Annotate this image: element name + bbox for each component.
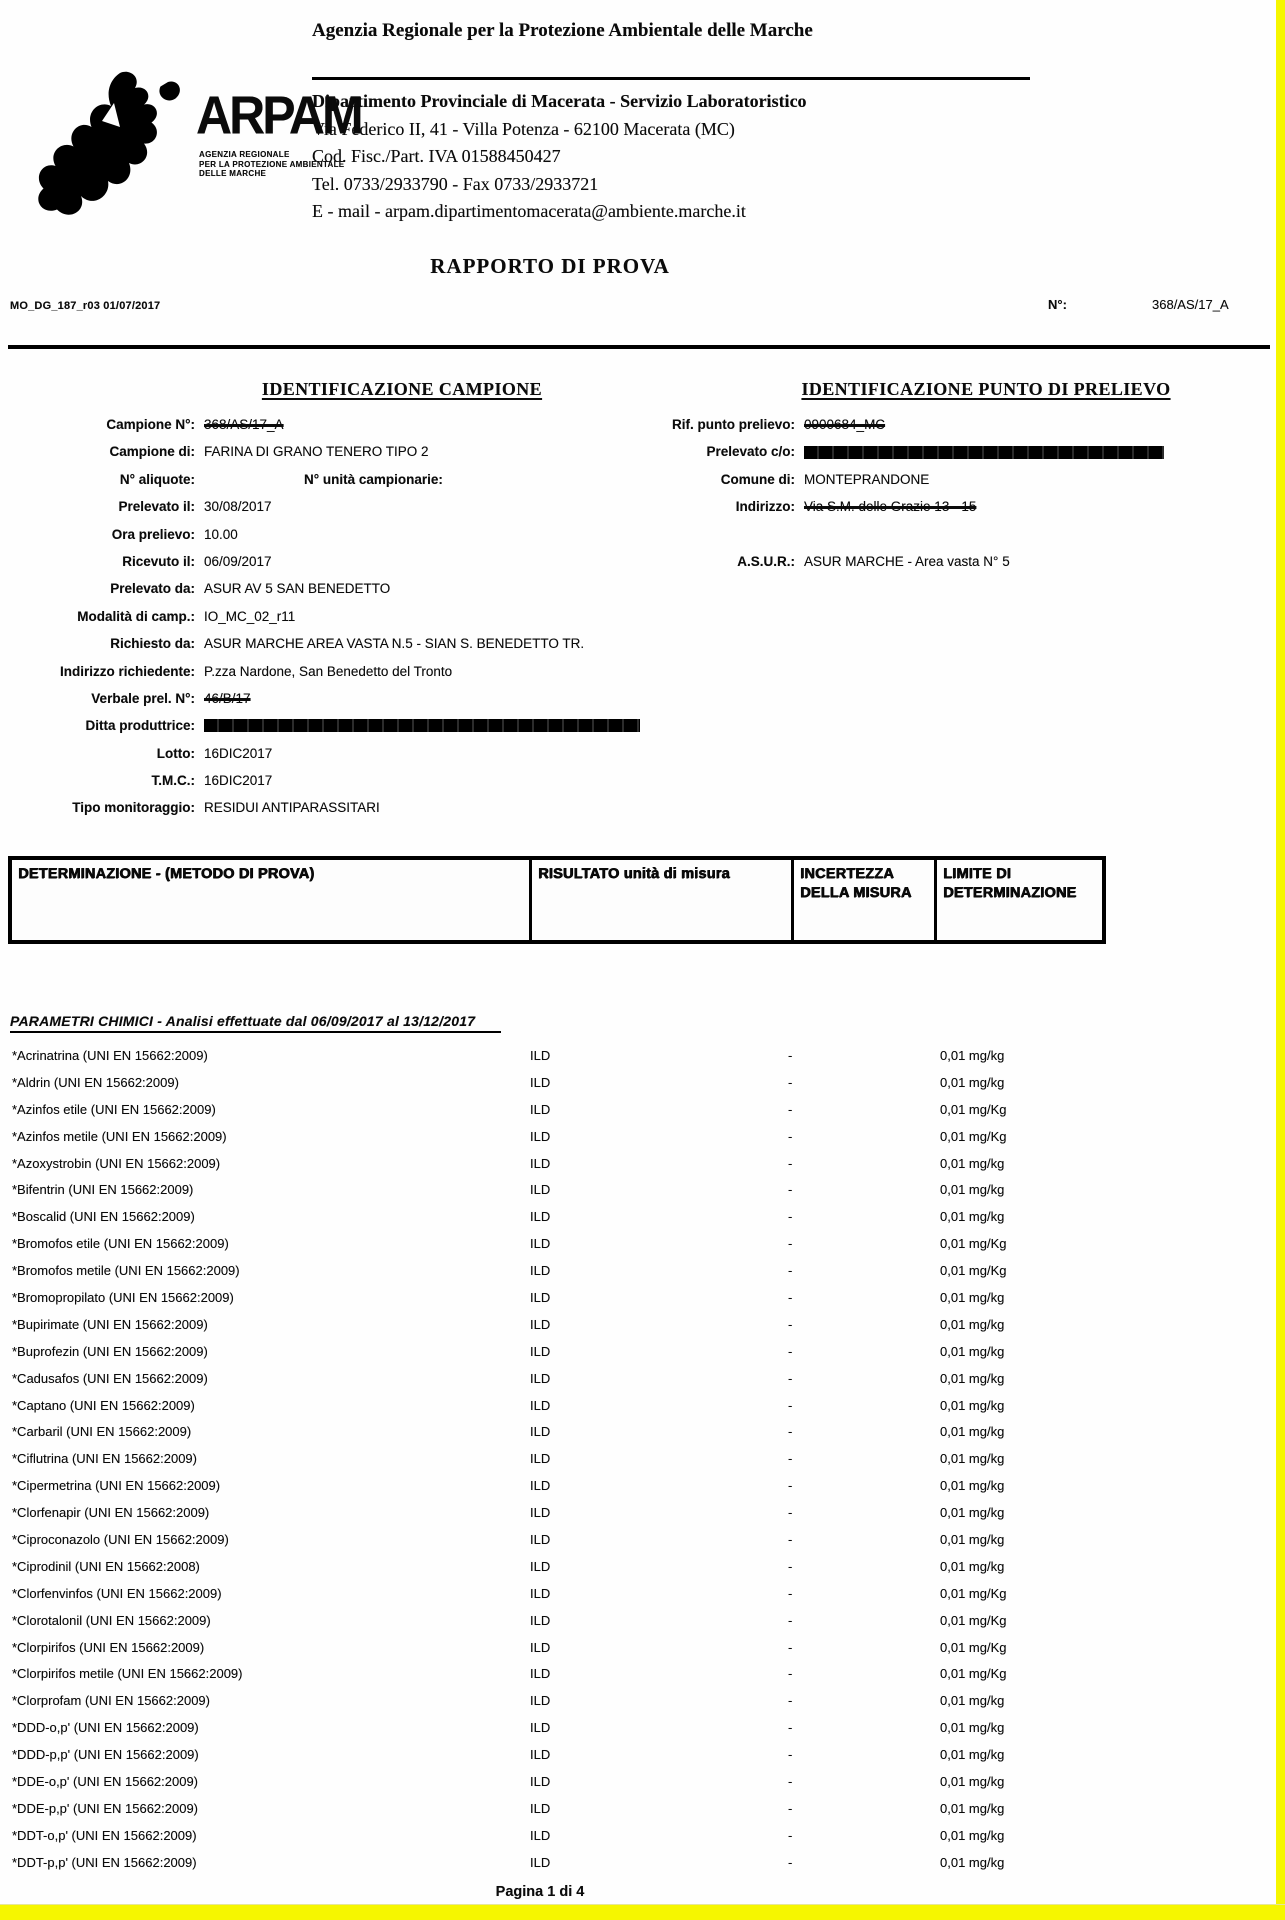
parameter-method: *Clorpirifos metile (UNI EN 15662:2009): [12, 1666, 243, 1682]
result-row: [0, 1230, 1110, 1257]
result-value: ILD: [530, 1316, 551, 1332]
report-number-value: 368/AS/17_A: [1152, 297, 1229, 312]
column-limite: LIMITE DI DETERMINAZIONE: [943, 866, 1077, 901]
parameter-method: *Acrinatrina (UNI EN 15662:2009): [12, 1047, 208, 1063]
parameter-method: *Azinfos metile (UNI EN 15662:2009): [12, 1128, 227, 1144]
detection-limit: 0,01 mg/kg: [940, 1343, 1005, 1359]
field-row: [0, 685, 640, 712]
result-value: ILD: [530, 1101, 551, 1117]
uncertainty-value: -: [788, 1074, 793, 1090]
result-row: [0, 1714, 1110, 1741]
result-row: [0, 1392, 1110, 1419]
field-value: 30/08/2017: [204, 499, 272, 515]
header-divider: [312, 77, 1030, 80]
field-row: [0, 548, 640, 575]
uncertainty-value: -: [788, 1612, 793, 1628]
field-label: Rif. punto prelievo:: [672, 417, 795, 432]
result-value: ILD: [530, 1585, 551, 1601]
field-row: [0, 767, 640, 794]
uncertainty-value: -: [788, 1747, 793, 1763]
field-label: Prelevato c/o:: [706, 444, 795, 460]
parameter-method: *Cipermetrina (UNI EN 15662:2009): [12, 1478, 221, 1494]
arpam-logo: [36, 70, 361, 225]
scan-edge-right: [1276, 0, 1285, 1920]
field-label: Verbale prel. N°:: [91, 690, 195, 706]
uncertainty-value: -: [788, 1263, 793, 1279]
detection-limit: 0,01 mg/Kg: [940, 1236, 1007, 1252]
field-value: 46/B/17: [204, 690, 251, 706]
parameter-method: *Clorotalonil (UNI EN 15662:2009): [12, 1612, 211, 1628]
field-value: IO_MC_02_r11: [204, 608, 296, 624]
result-value: ILD: [530, 1155, 551, 1171]
detection-limit: 0,01 mg/kg: [940, 1720, 1005, 1736]
redacted-value: [204, 719, 640, 732]
uncertainty-value: -: [788, 1693, 793, 1709]
parameter-method: *DDE-p,p' (UNI EN 15662:2009): [12, 1800, 199, 1816]
field-label: Comune di:: [720, 471, 795, 487]
detection-limit: 0,01 mg/kg: [940, 1155, 1005, 1171]
result-value: ILD: [530, 1666, 551, 1682]
detection-limit: 0,01 mg/Kg: [940, 1612, 1007, 1628]
detection-limit: 0,01 mg/kg: [940, 1397, 1005, 1413]
detection-limit: 0,01 mg/Kg: [940, 1666, 1007, 1682]
uncertainty-value: -: [788, 1236, 793, 1252]
document-code: MO_DG_187_r03 01/07/2017: [10, 300, 161, 312]
field-row: [0, 712, 640, 739]
result-value: ILD: [530, 1854, 551, 1870]
report-title: RAPPORTO DI PROVA: [430, 254, 670, 278]
parameter-method: *DDE-o,p' (UNI EN 15662:2009): [12, 1773, 199, 1789]
field-label: Lotto:: [156, 745, 195, 761]
field-row: [640, 548, 1285, 575]
page-number: Pagina 1 di 4: [495, 1884, 585, 1900]
parameter-method: *Clorprofam (UNI EN 15662:2009): [12, 1693, 210, 1709]
result-row: [0, 1499, 1110, 1526]
field-row: [0, 521, 640, 548]
field-row: [0, 466, 640, 493]
field-label: Richiesto da:: [110, 636, 195, 652]
result-value: ILD: [530, 1612, 551, 1628]
sample-identification-fields: [0, 411, 640, 822]
detection-limit: 0,01 mg/kg: [940, 1182, 1005, 1198]
field-label: Indirizzo:: [735, 499, 795, 515]
field-value: FARINA DI GRANO TENERO TIPO 2: [204, 444, 429, 460]
result-value: ILD: [530, 1800, 551, 1816]
result-value: ILD: [530, 1531, 551, 1547]
uncertainty-value: -: [788, 1424, 793, 1440]
detection-limit: 0,01 mg/kg: [940, 1289, 1005, 1305]
result-value: ILD: [530, 1693, 551, 1709]
sampling-point-title: IDENTIFICAZIONE PUNTO DI PRELIEVO: [801, 379, 1171, 399]
result-row: [0, 1096, 1110, 1123]
detection-limit: 0,01 mg/kg: [940, 1209, 1005, 1225]
field-label: Prelevato il:: [118, 499, 195, 515]
chemical-parameters-section-title: PARAMETRI CHIMICI - Analisi effettuate dal 06/09/2017 al 13/12/2017: [10, 1013, 501, 1033]
field-value: 368/AS/17_A: [204, 417, 284, 432]
uncertainty-value: -: [788, 1209, 793, 1225]
field-value: 16DIC2017: [204, 745, 273, 761]
parameter-method: *Bromofos metile (UNI EN 15662:2009): [12, 1263, 240, 1279]
result-row: [0, 1634, 1110, 1661]
parameter-method: *Cadusafos (UNI EN 15662:2009): [12, 1370, 208, 1386]
result-row: [0, 1795, 1110, 1822]
detection-limit: 0,01 mg/kg: [940, 1558, 1005, 1574]
result-row: [0, 1311, 1110, 1338]
detection-limit: 0,01 mg/kg: [940, 1478, 1005, 1494]
result-value: ILD: [530, 1289, 551, 1305]
field-row: [0, 438, 640, 465]
result-value: ILD: [530, 1639, 551, 1655]
field-value: RESIDUI ANTIPARASSITARI: [204, 800, 380, 816]
field-row: [0, 630, 640, 657]
field-value: ASUR MARCHE AREA VASTA N.5 - SIAN S. BENEDETTO TR.: [204, 636, 585, 652]
parameter-method: *Azoxystrobin (UNI EN 15662:2009): [12, 1155, 221, 1171]
field-row: [0, 794, 640, 821]
agency-name: Agenzia Regionale per la Protezione Ambientale delle Marche: [312, 20, 813, 41]
result-value: ILD: [530, 1182, 551, 1198]
result-value: ILD: [530, 1343, 551, 1359]
department-street: Via Federico II, 41 - Villa Potenza - 62100 Macerata (MC): [312, 118, 735, 139]
uncertainty-value: -: [788, 1800, 793, 1816]
parameter-method: *Captano (UNI EN 15662:2009): [12, 1397, 195, 1413]
field-row: [0, 493, 640, 520]
uncertainty-value: -: [788, 1531, 793, 1547]
redacted-value: [804, 446, 1164, 459]
arpam-logo-wordmark: ARPAM: [196, 85, 361, 146]
parameter-method: *Bromofos etile (UNI EN 15662:2009): [12, 1236, 229, 1252]
result-row: [0, 1150, 1110, 1177]
parameter-method: *Clorfenapir (UNI EN 15662:2009): [12, 1505, 210, 1521]
field-row: [640, 466, 1285, 493]
parameter-method: *DDD-p,p' (UNI EN 15662:2009): [12, 1747, 199, 1763]
detection-limit: 0,01 mg/Kg: [940, 1128, 1007, 1144]
department-vat: Cod. Fisc./Part. IVA 01588450427: [312, 146, 561, 166]
result-row: [0, 1660, 1110, 1687]
detection-limit: 0,01 mg/kg: [940, 1047, 1005, 1063]
logo-caption-line: PER LA PROTEZIONE AMBIENTALE: [199, 159, 345, 169]
field-label: A.S.U.R.:: [737, 553, 795, 569]
field-label: Ditta produttrice:: [85, 718, 195, 734]
result-value: ILD: [530, 1451, 551, 1467]
result-row: [0, 1338, 1110, 1365]
result-row: [0, 1849, 1110, 1876]
result-value: ILD: [530, 1773, 551, 1789]
parameter-method: *Clorfenvinfos (UNI EN 15662:2009): [12, 1585, 222, 1601]
uncertainty-value: -: [788, 1155, 793, 1171]
uncertainty-value: -: [788, 1101, 793, 1117]
detection-limit: 0,01 mg/kg: [940, 1773, 1005, 1789]
column-determinazione: DETERMINAZIONE - (METODO DI PROVA): [12, 860, 532, 940]
detection-limit: 0,01 mg/Kg: [940, 1639, 1007, 1655]
scan-edge-bottom: [0, 1904, 1285, 1920]
result-row: [0, 1445, 1110, 1472]
result-value: ILD: [530, 1128, 551, 1144]
detection-limit: 0,01 mg/kg: [940, 1747, 1005, 1763]
result-row: [0, 1365, 1110, 1392]
result-row: [0, 1176, 1110, 1203]
result-row: [0, 1257, 1110, 1284]
uncertainty-value: -: [788, 1370, 793, 1386]
result-value: ILD: [530, 1827, 551, 1843]
department-address-block: [312, 88, 807, 226]
detection-limit: 0,01 mg/Kg: [940, 1101, 1007, 1117]
field-value: 16DIC2017: [204, 773, 273, 789]
uncertainty-value: -: [788, 1505, 793, 1521]
field-value: ASUR AV 5 SAN BENEDETTO: [204, 581, 391, 597]
uncertainty-value: -: [788, 1478, 793, 1494]
parameter-method: *Aldrin (UNI EN 15662:2009): [12, 1074, 179, 1090]
section-divider: [8, 345, 1270, 349]
uncertainty-value: -: [788, 1451, 793, 1467]
uncertainty-value: -: [788, 1558, 793, 1574]
result-row: [0, 1418, 1110, 1445]
result-row: [0, 1526, 1110, 1553]
results-rows: [0, 1042, 1110, 1876]
parameter-method: *Clorpirifos (UNI EN 15662:2009): [12, 1639, 205, 1655]
result-row: [0, 1607, 1110, 1634]
sampling-point-fields: [640, 411, 1285, 575]
field-value: P.zza Nardone, San Benedetto del Tronto: [204, 663, 453, 679]
uncertainty-value: -: [788, 1316, 793, 1332]
result-value: ILD: [530, 1505, 551, 1521]
uncertainty-value: -: [788, 1128, 793, 1144]
column-incertezza: INCERTEZZA DELLA MISURA: [794, 860, 937, 940]
detection-limit: 0,01 mg/kg: [940, 1693, 1005, 1709]
result-value: ILD: [530, 1209, 551, 1225]
parameter-method: *Bupirimate (UNI EN 15662:2009): [12, 1316, 208, 1332]
field-row: [0, 658, 640, 685]
detection-limit: 0,01 mg/kg: [940, 1800, 1005, 1816]
detection-limit: 0,01 mg/kg: [940, 1531, 1005, 1547]
field-row: [0, 603, 640, 630]
field-row: [640, 438, 1285, 465]
field-value: 0900684_MC: [804, 417, 886, 432]
parameter-method: *Boscalid (UNI EN 15662:2009): [12, 1209, 195, 1225]
result-value: ILD: [530, 1478, 551, 1494]
parameter-method: *Carbaril (UNI EN 15662:2009): [12, 1424, 192, 1440]
detection-limit: 0,01 mg/Kg: [940, 1263, 1007, 1279]
result-value: ILD: [530, 1424, 551, 1440]
uncertainty-value: -: [788, 1773, 793, 1789]
field-label: Modalità di camp.:: [77, 608, 195, 624]
uncertainty-value: -: [788, 1720, 793, 1736]
result-row: [0, 1741, 1110, 1768]
uncertainty-value: -: [788, 1343, 793, 1359]
field-label: Indirizzo richiedente:: [59, 663, 195, 679]
uncertainty-value: -: [788, 1585, 793, 1601]
detection-limit: 0,01 mg/kg: [940, 1074, 1005, 1090]
detection-limit: 0,01 mg/kg: [940, 1854, 1005, 1870]
field-label: Campione N°:: [106, 417, 195, 432]
parameter-method: *DDT-o,p' (UNI EN 15662:2009): [12, 1827, 197, 1843]
logo-caption-line: AGENZIA REGIONALE: [199, 150, 290, 159]
field-row: [640, 493, 1285, 520]
parameter-method: *Bromopropilato (UNI EN 15662:2009): [12, 1289, 234, 1305]
result-value: ILD: [530, 1747, 551, 1763]
detection-limit: 0,01 mg/kg: [940, 1424, 1005, 1440]
uncertainty-value: -: [788, 1047, 793, 1063]
uncertainty-value: -: [788, 1289, 793, 1305]
result-row: [0, 1580, 1110, 1607]
detection-limit: 0,01 mg/Kg: [940, 1585, 1007, 1601]
field-row: [640, 411, 1285, 438]
department-phone-fax: Tel. 0733/2933790 - Fax 0733/2933721: [312, 173, 599, 194]
parameter-method: *DDD-o,p' (UNI EN 15662:2009): [12, 1720, 199, 1736]
parameter-method: *DDT-p,p' (UNI EN 15662:2009): [12, 1854, 197, 1870]
result-value: ILD: [530, 1720, 551, 1736]
uncertainty-value: -: [788, 1854, 793, 1870]
field-value: 10.00: [204, 526, 238, 542]
result-value: ILD: [530, 1236, 551, 1252]
uncertainty-value: -: [788, 1182, 793, 1198]
uncertainty-value: -: [788, 1639, 793, 1655]
logo-caption-line: DELLE MARCHE: [199, 169, 267, 178]
field-label: N° aliquote:: [119, 471, 195, 487]
detection-limit: 0,01 mg/kg: [940, 1370, 1005, 1386]
result-row: [0, 1822, 1110, 1849]
arpam-logo-icon: [36, 70, 186, 220]
result-value: ILD: [530, 1047, 551, 1063]
result-row: [0, 1687, 1110, 1714]
uncertainty-value: -: [788, 1827, 793, 1843]
result-row: [0, 1123, 1110, 1150]
field-label: Campione di:: [109, 444, 195, 460]
report-number-label: N°:: [1048, 297, 1067, 312]
result-row: [0, 1069, 1110, 1096]
parameter-method: *Bifentrin (UNI EN 15662:2009): [12, 1182, 194, 1198]
parameter-method: *Buprofezin (UNI EN 15662:2009): [12, 1343, 208, 1359]
result-row: [0, 1203, 1110, 1230]
field-label: Ora prelievo:: [111, 526, 195, 542]
result-row: [0, 1042, 1110, 1069]
results-table-header: [8, 856, 1106, 944]
field-row: [0, 575, 640, 602]
parameter-method: *Ciproconazolo (UNI EN 15662:2009): [12, 1531, 229, 1547]
column-risultato: RISULTATO unità di misura: [532, 860, 794, 940]
field-label: T.M.C.:: [151, 773, 195, 789]
result-row: [0, 1768, 1110, 1795]
result-value: ILD: [530, 1263, 551, 1279]
result-value: ILD: [530, 1397, 551, 1413]
department-name: Dipartimento Provinciale di Macerata - Servizio Laboratoristico: [312, 91, 807, 111]
uncertainty-value: -: [788, 1666, 793, 1682]
field-label: Prelevato da:: [110, 581, 195, 597]
field-row: [0, 740, 640, 767]
detection-limit: 0,01 mg/kg: [940, 1505, 1005, 1521]
result-value: ILD: [530, 1370, 551, 1386]
field-value: 06/09/2017: [204, 553, 272, 569]
detection-limit: 0,01 mg/kg: [940, 1316, 1005, 1332]
field-label: Ricevuto il:: [122, 553, 195, 569]
detection-limit: 0,01 mg/kg: [940, 1451, 1005, 1467]
parameter-method: *Azinfos etile (UNI EN 15662:2009): [12, 1101, 216, 1117]
result-row: [0, 1284, 1110, 1311]
field-row: [0, 411, 640, 438]
parameter-method: *Ciprodinil (UNI EN 15662:2008): [12, 1558, 200, 1574]
result-row: [0, 1553, 1110, 1580]
uncertainty-value: -: [788, 1397, 793, 1413]
field-label: Tipo monitoraggio:: [72, 800, 195, 816]
result-row: [0, 1472, 1110, 1499]
parameter-method: *Ciflutrina (UNI EN 15662:2009): [12, 1451, 197, 1467]
result-value: ILD: [530, 1074, 551, 1090]
field-value: MONTEPRANDONE: [804, 471, 930, 487]
field-value: ASUR MARCHE - Area vasta N° 5: [804, 553, 1010, 569]
department-email: E - mail - arpam.dipartimentomacerata@ambiente.marche.it: [312, 201, 746, 221]
field-value: N° unità campionarie:: [304, 471, 443, 487]
sample-identification-title: IDENTIFICAZIONE CAMPIONE: [261, 379, 543, 399]
result-value: ILD: [530, 1558, 551, 1574]
detection-limit: 0,01 mg/kg: [940, 1827, 1005, 1843]
field-value: Via S.M. delle Grazie 13 - 15: [804, 499, 977, 515]
